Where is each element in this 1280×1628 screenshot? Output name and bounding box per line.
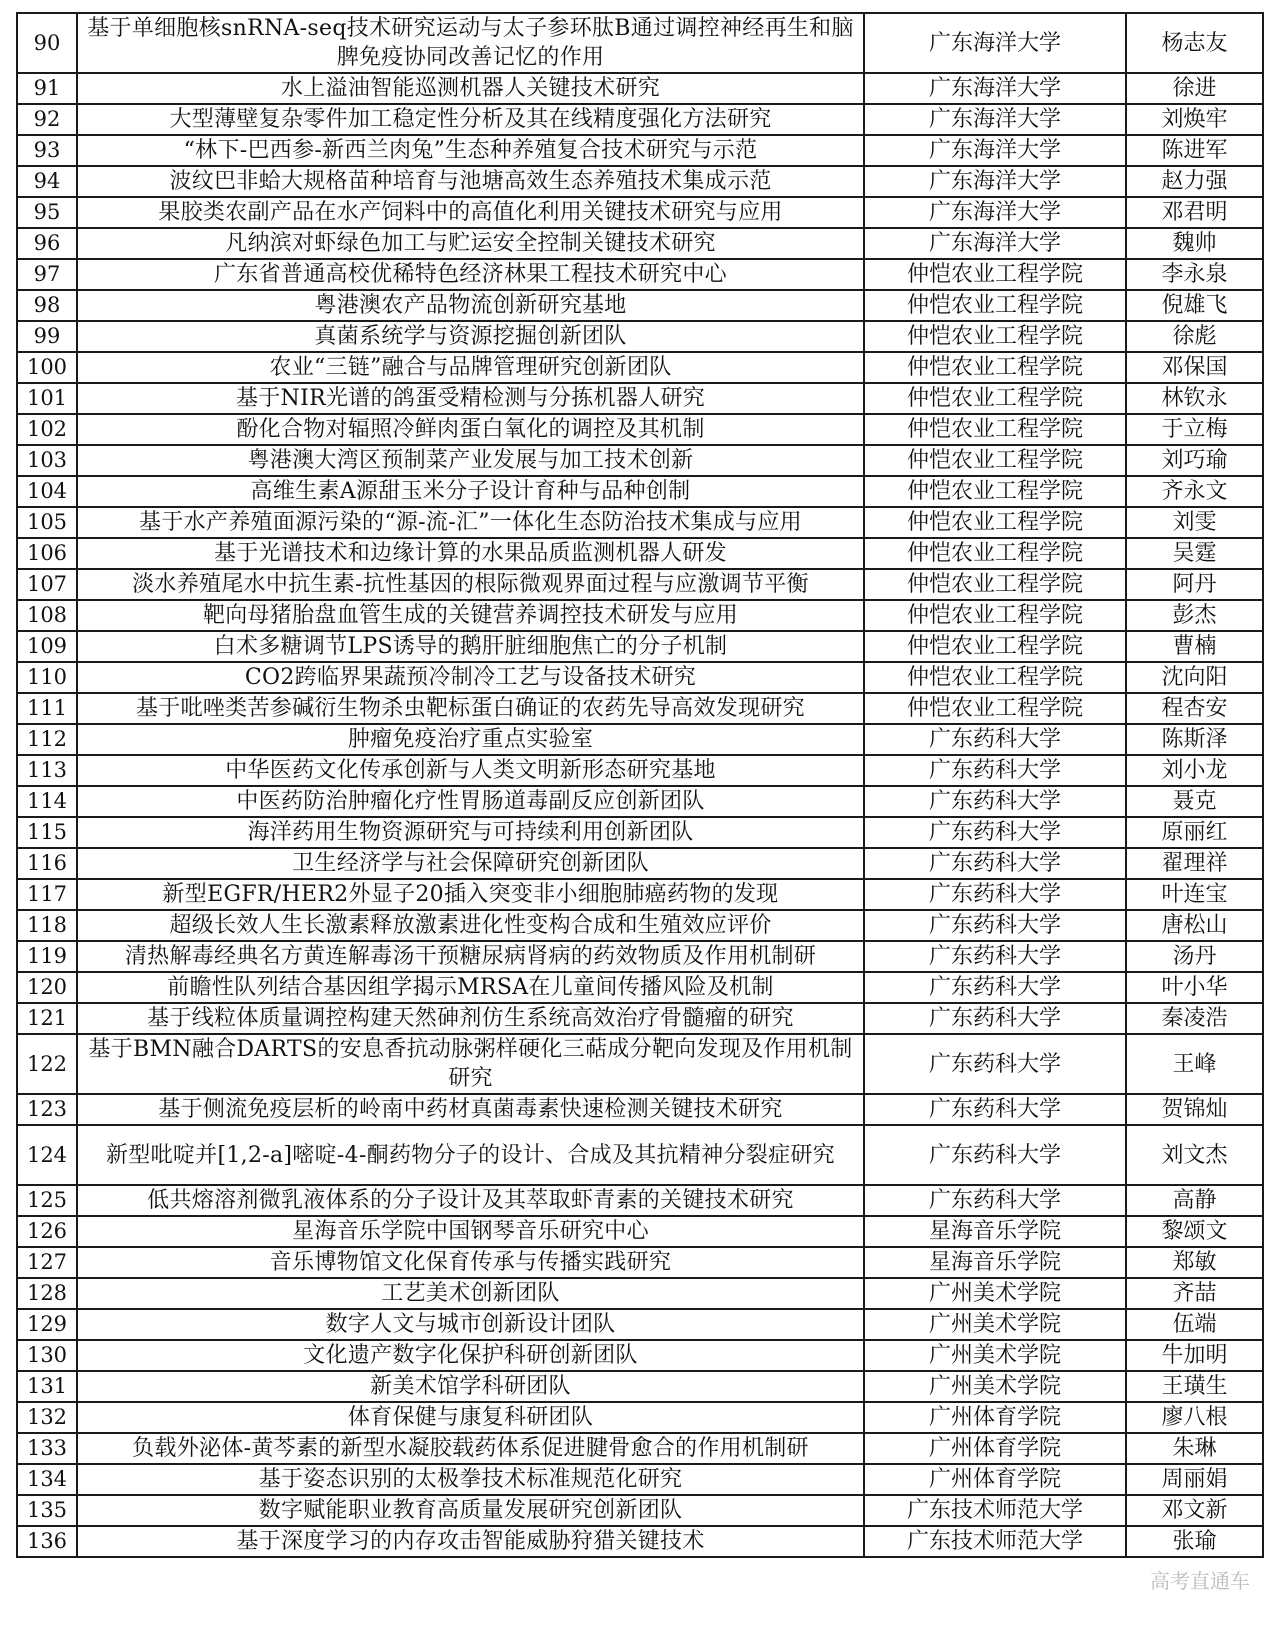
leader-name: 高静 bbox=[1126, 1185, 1263, 1216]
table-row bbox=[17, 1495, 1263, 1526]
project-title: 中华医药文化传承创新与人类文明新形态研究基地 bbox=[77, 755, 864, 786]
institution-name: 广东药科大学 bbox=[864, 848, 1126, 879]
institution-name: 广东药科大学 bbox=[864, 817, 1126, 848]
table-row bbox=[17, 600, 1263, 631]
row-number: 101 bbox=[17, 383, 77, 414]
leader-name: 徐彪 bbox=[1126, 321, 1263, 352]
project-title: 基于单细胞核snRNA-seq技术研究运动与太子参环肽B通过调控神经再生和脑脾免疫协同改善记忆的作用 bbox=[77, 13, 864, 73]
project-title: 靶向母猪胎盘血管生成的关键营养调控技术研发与应用 bbox=[77, 600, 864, 631]
row-number: 118 bbox=[17, 910, 77, 941]
institution-name: 仲恺农业工程学院 bbox=[864, 259, 1126, 290]
institution-name: 广东药科大学 bbox=[864, 755, 1126, 786]
leader-name: 林钦永 bbox=[1126, 383, 1263, 414]
institution-name: 仲恺农业工程学院 bbox=[864, 445, 1126, 476]
table-row bbox=[17, 166, 1263, 197]
row-number: 130 bbox=[17, 1340, 77, 1371]
row-number: 97 bbox=[17, 259, 77, 290]
project-title: 负载外泌体-黄芩素的新型水凝胶载药体系促进腱骨愈合的作用机制研 bbox=[77, 1433, 864, 1464]
leader-name: 沈向阳 bbox=[1126, 662, 1263, 693]
table-row bbox=[17, 1526, 1263, 1557]
institution-name: 仲恺农业工程学院 bbox=[864, 662, 1126, 693]
leader-name: 牛加明 bbox=[1126, 1340, 1263, 1371]
institution-name: 广东药科大学 bbox=[864, 1094, 1126, 1125]
table-row bbox=[17, 910, 1263, 941]
row-number: 124 bbox=[17, 1125, 77, 1185]
table-row bbox=[17, 972, 1263, 1003]
institution-name: 广州美术学院 bbox=[864, 1278, 1126, 1309]
row-number: 106 bbox=[17, 538, 77, 569]
leader-name: 邓保国 bbox=[1126, 352, 1263, 383]
table-row bbox=[17, 1125, 1263, 1185]
institution-name: 广东海洋大学 bbox=[864, 73, 1126, 104]
row-number: 91 bbox=[17, 73, 77, 104]
project-title: 前瞻性队列结合基因组学揭示MRSA在儿童间传播风险及机制 bbox=[77, 972, 864, 1003]
table-row bbox=[17, 476, 1263, 507]
row-number: 90 bbox=[17, 13, 77, 73]
institution-name: 广东药科大学 bbox=[864, 972, 1126, 1003]
leader-name: 廖八根 bbox=[1126, 1402, 1263, 1433]
institution-name: 仲恺农业工程学院 bbox=[864, 321, 1126, 352]
institution-name: 广东药科大学 bbox=[864, 1125, 1126, 1185]
institution-name: 广州体育学院 bbox=[864, 1433, 1126, 1464]
project-title: 基于光谱技术和边缘计算的水果品质监测机器人研发 bbox=[77, 538, 864, 569]
table-row bbox=[17, 507, 1263, 538]
institution-name: 广东海洋大学 bbox=[864, 104, 1126, 135]
table-row bbox=[17, 352, 1263, 383]
table-row bbox=[17, 1371, 1263, 1402]
project-title: 真菌系统学与资源挖掘创新团队 bbox=[77, 321, 864, 352]
project-title: 广东省普通高校优稀特色经济林果工程技术研究中心 bbox=[77, 259, 864, 290]
project-title: 文化遗产数字化保护科研创新团队 bbox=[77, 1340, 864, 1371]
leader-name: 聂克 bbox=[1126, 786, 1263, 817]
project-title: 体育保健与康复科研团队 bbox=[77, 1402, 864, 1433]
project-title: 基于BMN融合DARTS的安息香抗动脉粥样硬化三萜成分靶向发现及作用机制研究 bbox=[77, 1034, 864, 1094]
table-row bbox=[17, 414, 1263, 445]
institution-name: 广州美术学院 bbox=[864, 1371, 1126, 1402]
row-number: 96 bbox=[17, 228, 77, 259]
table-row bbox=[17, 104, 1263, 135]
project-title: 基于水产养殖面源污染的“源-流-汇”一体化生态防治技术集成与应用 bbox=[77, 507, 864, 538]
institution-name: 广东药科大学 bbox=[864, 1034, 1126, 1094]
leader-name: 曹楠 bbox=[1126, 631, 1263, 662]
table-row bbox=[17, 693, 1263, 724]
leader-name: 魏帅 bbox=[1126, 228, 1263, 259]
institution-name: 仲恺农业工程学院 bbox=[864, 538, 1126, 569]
row-number: 126 bbox=[17, 1216, 77, 1247]
institution-name: 广东海洋大学 bbox=[864, 135, 1126, 166]
project-title: 音乐博物馆文化保育传承与传播实践研究 bbox=[77, 1247, 864, 1278]
leader-name: 黎颂文 bbox=[1126, 1216, 1263, 1247]
row-number: 108 bbox=[17, 600, 77, 631]
project-title: 基于线粒体质量调控构建天然砷剂仿生系统高效治疗骨髓瘤的研究 bbox=[77, 1003, 864, 1034]
table-row bbox=[17, 848, 1263, 879]
row-number: 133 bbox=[17, 1433, 77, 1464]
row-number: 102 bbox=[17, 414, 77, 445]
institution-name: 广东药科大学 bbox=[864, 724, 1126, 755]
table-row bbox=[17, 383, 1263, 414]
table-row bbox=[17, 724, 1263, 755]
institution-name: 广东技术师范大学 bbox=[864, 1495, 1126, 1526]
leader-name: 刘小龙 bbox=[1126, 755, 1263, 786]
project-title: 星海音乐学院中国钢琴音乐研究中心 bbox=[77, 1216, 864, 1247]
leader-name: 叶连宝 bbox=[1126, 879, 1263, 910]
institution-name: 广州体育学院 bbox=[864, 1402, 1126, 1433]
project-title: CO2跨临界果蔬预冷制冷工艺与设备技术研究 bbox=[77, 662, 864, 693]
institution-name: 广东海洋大学 bbox=[864, 228, 1126, 259]
institution-name: 仲恺农业工程学院 bbox=[864, 476, 1126, 507]
table-row bbox=[17, 197, 1263, 228]
leader-name: 倪雄飞 bbox=[1126, 290, 1263, 321]
table-row bbox=[17, 13, 1263, 73]
project-title: 卫生经济学与社会保障研究创新团队 bbox=[77, 848, 864, 879]
row-number: 115 bbox=[17, 817, 77, 848]
table-row bbox=[17, 445, 1263, 476]
institution-name: 仲恺农业工程学院 bbox=[864, 352, 1126, 383]
row-number: 95 bbox=[17, 197, 77, 228]
institution-name: 广州体育学院 bbox=[864, 1464, 1126, 1495]
project-title: 粤港澳大湾区预制菜产业发展与加工技术创新 bbox=[77, 445, 864, 476]
leader-name: 汤丹 bbox=[1126, 941, 1263, 972]
table-row bbox=[17, 662, 1263, 693]
table-row bbox=[17, 755, 1263, 786]
row-number: 109 bbox=[17, 631, 77, 662]
leader-name: 彭杰 bbox=[1126, 600, 1263, 631]
table-row bbox=[17, 1340, 1263, 1371]
project-title: 基于吡唑类苦参碱衍生物杀虫靶标蛋白确证的农药先导高效发现研究 bbox=[77, 693, 864, 724]
row-number: 135 bbox=[17, 1495, 77, 1526]
row-number: 94 bbox=[17, 166, 77, 197]
row-number: 131 bbox=[17, 1371, 77, 1402]
row-number: 129 bbox=[17, 1309, 77, 1340]
row-number: 111 bbox=[17, 693, 77, 724]
institution-name: 广州美术学院 bbox=[864, 1309, 1126, 1340]
table-row bbox=[17, 1247, 1263, 1278]
table-row bbox=[17, 538, 1263, 569]
row-number: 93 bbox=[17, 135, 77, 166]
leader-name: 邓君明 bbox=[1126, 197, 1263, 228]
leader-name: 伍端 bbox=[1126, 1309, 1263, 1340]
row-number: 107 bbox=[17, 569, 77, 600]
leader-name: 赵力强 bbox=[1126, 166, 1263, 197]
row-number: 134 bbox=[17, 1464, 77, 1495]
row-number: 100 bbox=[17, 352, 77, 383]
table-row bbox=[17, 817, 1263, 848]
table-row bbox=[17, 290, 1263, 321]
row-number: 116 bbox=[17, 848, 77, 879]
row-number: 110 bbox=[17, 662, 77, 693]
row-number: 119 bbox=[17, 941, 77, 972]
table-row bbox=[17, 1094, 1263, 1125]
project-title: 酚化合物对辐照冷鲜肉蛋白氧化的调控及其机制 bbox=[77, 414, 864, 445]
institution-name: 广东药科大学 bbox=[864, 1003, 1126, 1034]
table-body bbox=[17, 13, 1263, 1557]
project-title: 海洋药用生物资源研究与可持续利用创新团队 bbox=[77, 817, 864, 848]
leader-name: 于立梅 bbox=[1126, 414, 1263, 445]
project-title: 基于深度学习的内存攻击智能威胁狩猎关键技术 bbox=[77, 1526, 864, 1557]
table-row bbox=[17, 135, 1263, 166]
row-number: 128 bbox=[17, 1278, 77, 1309]
project-title: 工艺美术创新团队 bbox=[77, 1278, 864, 1309]
table-row bbox=[17, 73, 1263, 104]
leader-name: 齐喆 bbox=[1126, 1278, 1263, 1309]
leader-name: 邓文新 bbox=[1126, 1495, 1263, 1526]
row-number: 99 bbox=[17, 321, 77, 352]
leader-name: 杨志友 bbox=[1126, 13, 1263, 73]
project-title: 高维生素A源甜玉米分子设计育种与品种创制 bbox=[77, 476, 864, 507]
table-row bbox=[17, 1433, 1263, 1464]
project-title: 农业“三链”融合与品牌管理研究创新团队 bbox=[77, 352, 864, 383]
leader-name: 朱琳 bbox=[1126, 1433, 1263, 1464]
table-row bbox=[17, 321, 1263, 352]
institution-name: 仲恺农业工程学院 bbox=[864, 383, 1126, 414]
institution-name: 仲恺农业工程学院 bbox=[864, 693, 1126, 724]
project-title: 水上溢油智能巡测机器人关键技术研究 bbox=[77, 73, 864, 104]
project-title: 大型薄壁复杂零件加工稳定性分析及其在线精度强化方法研究 bbox=[77, 104, 864, 135]
project-title: 基于侧流免疫层析的岭南中药材真菌毒素快速检测关键技术研究 bbox=[77, 1094, 864, 1125]
leader-name: 唐松山 bbox=[1126, 910, 1263, 941]
institution-name: 广州美术学院 bbox=[864, 1340, 1126, 1371]
institution-name: 仲恺农业工程学院 bbox=[864, 631, 1126, 662]
row-number: 112 bbox=[17, 724, 77, 755]
institution-name: 星海音乐学院 bbox=[864, 1216, 1126, 1247]
leader-name: 王峰 bbox=[1126, 1034, 1263, 1094]
row-number: 98 bbox=[17, 290, 77, 321]
project-title: 低共熔溶剂微乳液体系的分子设计及其萃取虾青素的关键技术研究 bbox=[77, 1185, 864, 1216]
table-row bbox=[17, 879, 1263, 910]
leader-name: 陈进军 bbox=[1126, 135, 1263, 166]
table-row bbox=[17, 1464, 1263, 1495]
leader-name: 周丽娟 bbox=[1126, 1464, 1263, 1495]
leader-name: 叶小华 bbox=[1126, 972, 1263, 1003]
leader-name: 阿丹 bbox=[1126, 569, 1263, 600]
row-number: 113 bbox=[17, 755, 77, 786]
project-title: 淡水养殖尾水中抗生素-抗性基因的根际微观界面过程与应激调节平衡 bbox=[77, 569, 864, 600]
institution-name: 广东海洋大学 bbox=[864, 13, 1126, 73]
leader-name: 徐进 bbox=[1126, 73, 1263, 104]
institution-name: 广东药科大学 bbox=[864, 941, 1126, 972]
row-number: 104 bbox=[17, 476, 77, 507]
table-row bbox=[17, 786, 1263, 817]
row-number: 114 bbox=[17, 786, 77, 817]
project-title: 凡纳滨对虾绿色加工与贮运安全控制关键技术研究 bbox=[77, 228, 864, 259]
institution-name: 星海音乐学院 bbox=[864, 1247, 1126, 1278]
institution-name: 广东药科大学 bbox=[864, 910, 1126, 941]
leader-name: 王璜生 bbox=[1126, 1371, 1263, 1402]
table-row bbox=[17, 1034, 1263, 1094]
row-number: 136 bbox=[17, 1526, 77, 1557]
project-title: 波纹巴非蛤大规格苗种培育与池塘高效生态养殖技术集成示范 bbox=[77, 166, 864, 197]
watermark-text: 高考直通车 bbox=[1150, 1569, 1250, 1593]
row-number: 117 bbox=[17, 879, 77, 910]
row-number: 103 bbox=[17, 445, 77, 476]
row-number: 121 bbox=[17, 1003, 77, 1034]
leader-name: 刘巧瑜 bbox=[1126, 445, 1263, 476]
row-number: 92 bbox=[17, 104, 77, 135]
project-title: 新型吡啶并[1,2-a]嘧啶-4-酮药物分子的设计、合成及其抗精神分裂症研究 bbox=[77, 1125, 864, 1185]
leader-name: 李永泉 bbox=[1126, 259, 1263, 290]
institution-name: 广东药科大学 bbox=[864, 879, 1126, 910]
table-row bbox=[17, 569, 1263, 600]
leader-name: 翟理祥 bbox=[1126, 848, 1263, 879]
institution-name: 仲恺农业工程学院 bbox=[864, 414, 1126, 445]
leader-name: 齐永文 bbox=[1126, 476, 1263, 507]
institution-name: 仲恺农业工程学院 bbox=[864, 290, 1126, 321]
project-title: 新型EGFR/HER2外显子20插入突变非小细胞肺癌药物的发现 bbox=[77, 879, 864, 910]
project-title: 超级长效人生长激素释放激素进化性变构合成和生殖效应评价 bbox=[77, 910, 864, 941]
row-number: 120 bbox=[17, 972, 77, 1003]
row-number: 127 bbox=[17, 1247, 77, 1278]
table-row bbox=[17, 1003, 1263, 1034]
table-row bbox=[17, 1185, 1263, 1216]
project-title: 中医药防治肿瘤化疗性胃肠道毒副反应创新团队 bbox=[77, 786, 864, 817]
project-title: “林下-巴西参-新西兰肉兔”生态种养殖复合技术研究与示范 bbox=[77, 135, 864, 166]
institution-name: 广东技术师范大学 bbox=[864, 1526, 1126, 1557]
row-number: 105 bbox=[17, 507, 77, 538]
leader-name: 刘焕牢 bbox=[1126, 104, 1263, 135]
table-row bbox=[17, 1309, 1263, 1340]
table-row bbox=[17, 1216, 1263, 1247]
leader-name: 陈斯泽 bbox=[1126, 724, 1263, 755]
project-list-table bbox=[16, 12, 1264, 1558]
leader-name: 秦凌浩 bbox=[1126, 1003, 1263, 1034]
project-title: 粤港澳农产品物流创新研究基地 bbox=[77, 290, 864, 321]
row-number: 122 bbox=[17, 1034, 77, 1094]
institution-name: 广东海洋大学 bbox=[864, 197, 1126, 228]
project-title: 数字赋能职业教育高质量发展研究创新团队 bbox=[77, 1495, 864, 1526]
project-title: 数字人文与城市创新设计团队 bbox=[77, 1309, 864, 1340]
project-title: 新美术馆学科研团队 bbox=[77, 1371, 864, 1402]
institution-name: 仲恺农业工程学院 bbox=[864, 569, 1126, 600]
table-row bbox=[17, 941, 1263, 972]
table-row bbox=[17, 631, 1263, 662]
leader-name: 吴霆 bbox=[1126, 538, 1263, 569]
table-row bbox=[17, 1402, 1263, 1433]
institution-name: 广东海洋大学 bbox=[864, 166, 1126, 197]
leader-name: 刘雯 bbox=[1126, 507, 1263, 538]
leader-name: 郑敏 bbox=[1126, 1247, 1263, 1278]
leader-name: 张瑜 bbox=[1126, 1526, 1263, 1557]
table-row bbox=[17, 259, 1263, 290]
table-row bbox=[17, 1278, 1263, 1309]
project-title: 肿瘤免疫治疗重点实验室 bbox=[77, 724, 864, 755]
project-title: 清热解毒经典名方黄连解毒汤干预糖尿病肾病的药效物质及作用机制研 bbox=[77, 941, 864, 972]
project-title: 果胶类农副产品在水产饲料中的高值化利用关键技术研究与应用 bbox=[77, 197, 864, 228]
project-title: 白术多糖调节LPS诱导的鹅肝脏细胞焦亡的分子机制 bbox=[77, 631, 864, 662]
leader-name: 原丽红 bbox=[1126, 817, 1263, 848]
institution-name: 仲恺农业工程学院 bbox=[864, 600, 1126, 631]
row-number: 132 bbox=[17, 1402, 77, 1433]
project-title: 基于NIR光谱的鸽蛋受精检测与分拣机器人研究 bbox=[77, 383, 864, 414]
leader-name: 刘文杰 bbox=[1126, 1125, 1263, 1185]
project-title: 基于姿态识别的太极拳技术标准规范化研究 bbox=[77, 1464, 864, 1495]
row-number: 123 bbox=[17, 1094, 77, 1125]
institution-name: 广东药科大学 bbox=[864, 786, 1126, 817]
row-number: 125 bbox=[17, 1185, 77, 1216]
leader-name: 程杏安 bbox=[1126, 693, 1263, 724]
leader-name: 贺锦灿 bbox=[1126, 1094, 1263, 1125]
table-row bbox=[17, 228, 1263, 259]
institution-name: 仲恺农业工程学院 bbox=[864, 507, 1126, 538]
institution-name: 广东药科大学 bbox=[864, 1185, 1126, 1216]
